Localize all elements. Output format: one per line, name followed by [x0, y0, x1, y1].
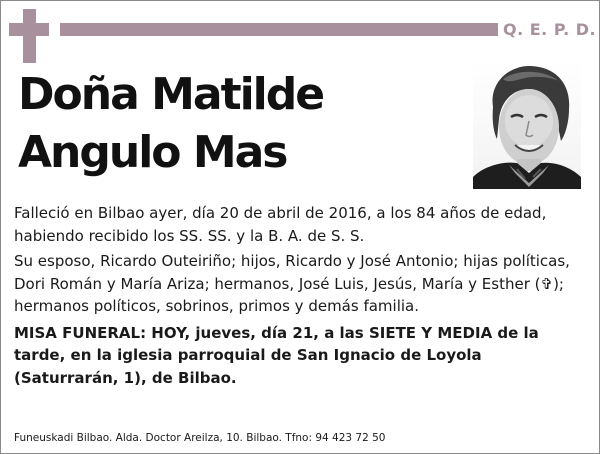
funeral-home-footer: Funeuskadi Bilbao. Alda. Doctor Areilza, 10. Bilbao. Tfno: 94 423 72 50 — [14, 432, 386, 444]
death-notice-paragraph: Falleció en Bilbao ayer, día 20 de abril de 2016, a los 84 años de edad, habiendo recibido los SS. SS. y la B. A. de S. S. — [14, 204, 547, 245]
deceased-name — [18, 66, 323, 182]
deceased-name-line-1: Doña Matilde — [18, 69, 324, 120]
cross-icon-horizontal — [9, 23, 49, 36]
header-bar — [60, 23, 498, 36]
cross-icon-vertical — [23, 9, 36, 63]
deceased-name-line-2: Angulo Mas — [18, 127, 287, 178]
family-paragraph: Su esposo, Ricardo Outeiriño; hijos, Ricardo y José Antonio; hijas políticas, Dori Román y María Ariza; hermanos, José Luis, Jesús, María y Esther (✞); hermanos políticos, sobrinos, primos y demás familia. — [14, 252, 570, 315]
funeral-mass-paragraph: MISA FUNERAL: HOY, jueves, día 21, a las SIETE Y MEDIA de la tarde, en la iglesia parroquial de San Ignacio de Loyola (Saturrarán, 1), de Bilbao. — [14, 323, 539, 387]
qepd-label: Q. E. P. D. — [503, 20, 597, 39]
portrait-photo — [473, 61, 581, 189]
obituary-body — [14, 202, 588, 392]
